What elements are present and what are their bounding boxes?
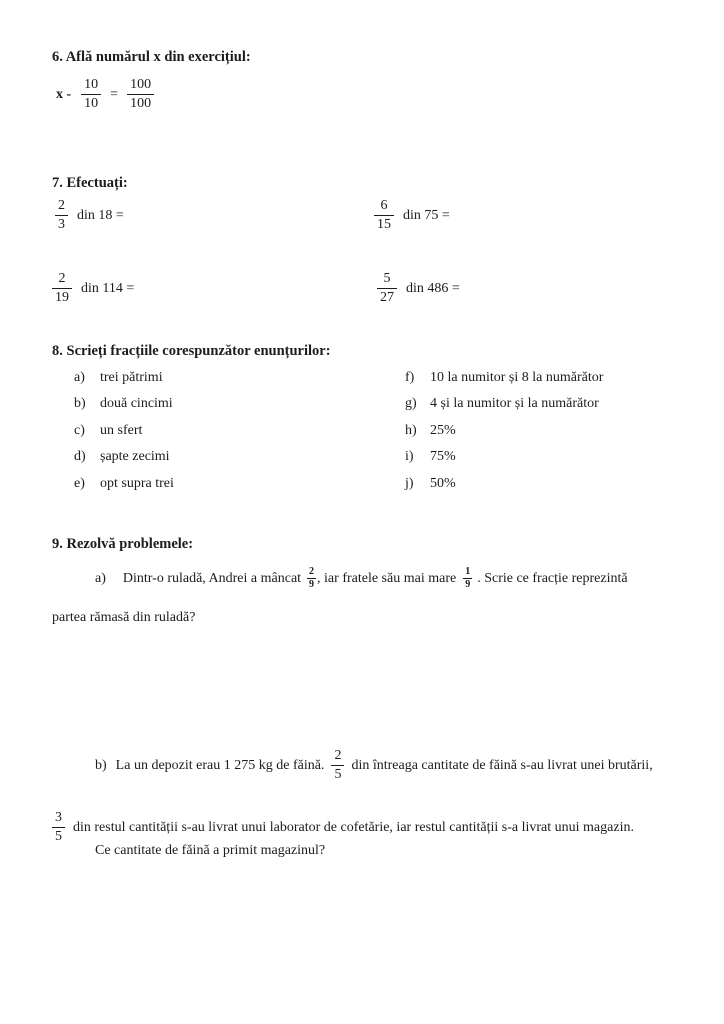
fraction-numerator: 2 [58, 271, 66, 286]
fraction-denominator: 3 [55, 215, 68, 234]
item-letter: c) [74, 423, 85, 438]
item-label: din 114 = [81, 280, 135, 296]
exercise-8-item-d [74, 449, 170, 465]
problem-text: Dintr-o ruladă, Andrei a mâncat [122, 570, 302, 586]
item-letter: e) [74, 476, 85, 491]
item-text: două cincimi [100, 396, 173, 411]
item-text: un sfert [100, 423, 143, 438]
fraction-numerator: 2 [309, 566, 315, 577]
fraction-denominator: 9 [465, 579, 471, 590]
problem-b-line-1 [95, 747, 653, 784]
fraction-denominator: 5 [52, 827, 65, 846]
exercise-7-title: 7. Efectuați: [52, 175, 128, 191]
exercise-9-title: 9. Rezolvă problemele: [52, 536, 194, 552]
fraction-denominator: 10 [81, 94, 101, 113]
fraction [377, 270, 397, 307]
item-letter: f) [405, 370, 415, 385]
fraction-numerator: 2 [334, 748, 342, 763]
fraction-3-5 [52, 809, 65, 846]
item-text: 25% [430, 423, 456, 438]
problem-a-line-2: partea rămasă din ruladă? [52, 610, 196, 625]
item-letter: b) [74, 396, 86, 411]
item-text: 4 și la numitor și la numărător [430, 396, 599, 411]
exercise-7-item-2 [374, 197, 450, 234]
item-letter: j) [405, 476, 414, 491]
fraction-denominator: 15 [374, 215, 394, 234]
fraction-2-9 [307, 566, 316, 591]
equation-lhs: x - [56, 86, 72, 102]
fraction-denominator: 100 [127, 94, 154, 113]
fraction-numerator: 100 [130, 77, 152, 92]
exercise-8-item-e [74, 476, 174, 492]
fraction-2-5 [331, 747, 344, 784]
fraction-1-9 [463, 566, 472, 591]
item-letter: g) [405, 396, 417, 411]
item-letter: d) [74, 449, 86, 464]
exercise-7-item-1 [55, 197, 124, 234]
exercise-6-equation [56, 76, 154, 113]
fraction-100-100 [127, 76, 154, 113]
item-text: 75% [430, 449, 456, 464]
exercise-8-item-i [405, 449, 456, 465]
fraction-10-10 [81, 76, 101, 113]
exercise-8-item-c [74, 423, 142, 439]
exercise-8-item-g [405, 396, 599, 412]
item-text: trei pătrimi [100, 370, 163, 385]
problem-text: din întreaga cantitate de făină s-au livrat unei brutării, [351, 757, 653, 773]
fraction-numerator: 3 [55, 810, 62, 825]
fraction [52, 270, 72, 307]
problem-text: La un depozit erau 1 275 kg de făină. [115, 757, 325, 773]
item-letter: b) [95, 757, 107, 773]
problem-text: din restul cantității s-au livrat unui laborator de cofetărie, iar restul cantității s-a livrat unui magazin. [73, 819, 634, 835]
fraction-denominator: 27 [377, 288, 397, 307]
problem-b-line-2 [52, 809, 634, 846]
problem-a-line-1 [95, 566, 628, 591]
fraction-numerator: 6 [380, 198, 388, 213]
item-letter: i) [405, 449, 414, 464]
exercise-8-item-b [74, 396, 173, 412]
fraction [374, 197, 394, 234]
item-text: 10 la numitor și 8 la numărător [430, 370, 604, 385]
fraction-numerator: 1 [465, 566, 471, 577]
exercise-8-item-j [405, 476, 456, 492]
exercise-7-item-4 [377, 270, 460, 307]
fraction-denominator: 9 [309, 579, 315, 590]
problem-text: . Scrie ce fracție reprezintă [477, 570, 628, 586]
problem-b-question: Ce cantitate de făină a primit magazinul? [95, 843, 326, 858]
exercise-8-title: 8. Scrieți fracțiile corespunzător enunțurilor: [52, 343, 331, 359]
exercise-8-item-f [405, 370, 603, 386]
exercise-8-item-h [405, 423, 456, 439]
exercise-6-title: 6. Află numărul x din exercițiul: [52, 49, 251, 65]
item-letter: a) [95, 570, 106, 586]
item-label: din 486 = [406, 280, 460, 296]
item-text: șapte zecimi [100, 449, 170, 464]
item-text: opt supra trei [100, 476, 174, 491]
item-label: din 18 = [77, 207, 124, 223]
item-letter: a) [74, 370, 85, 385]
item-text: 50% [430, 476, 456, 491]
fraction-denominator: 5 [331, 765, 344, 784]
item-letter: h) [405, 423, 417, 438]
fraction [55, 197, 68, 234]
exercise-7-item-3 [52, 270, 134, 307]
exercise-8-item-a [74, 370, 163, 386]
fraction-denominator: 19 [52, 288, 72, 307]
fraction-numerator: 10 [84, 77, 99, 92]
problem-text: , iar fratele său mai mare [317, 570, 457, 586]
item-label: din 75 = [403, 207, 450, 223]
equals-sign: = [110, 86, 119, 102]
fraction-numerator: 5 [383, 271, 391, 286]
fraction-numerator: 2 [58, 198, 65, 213]
